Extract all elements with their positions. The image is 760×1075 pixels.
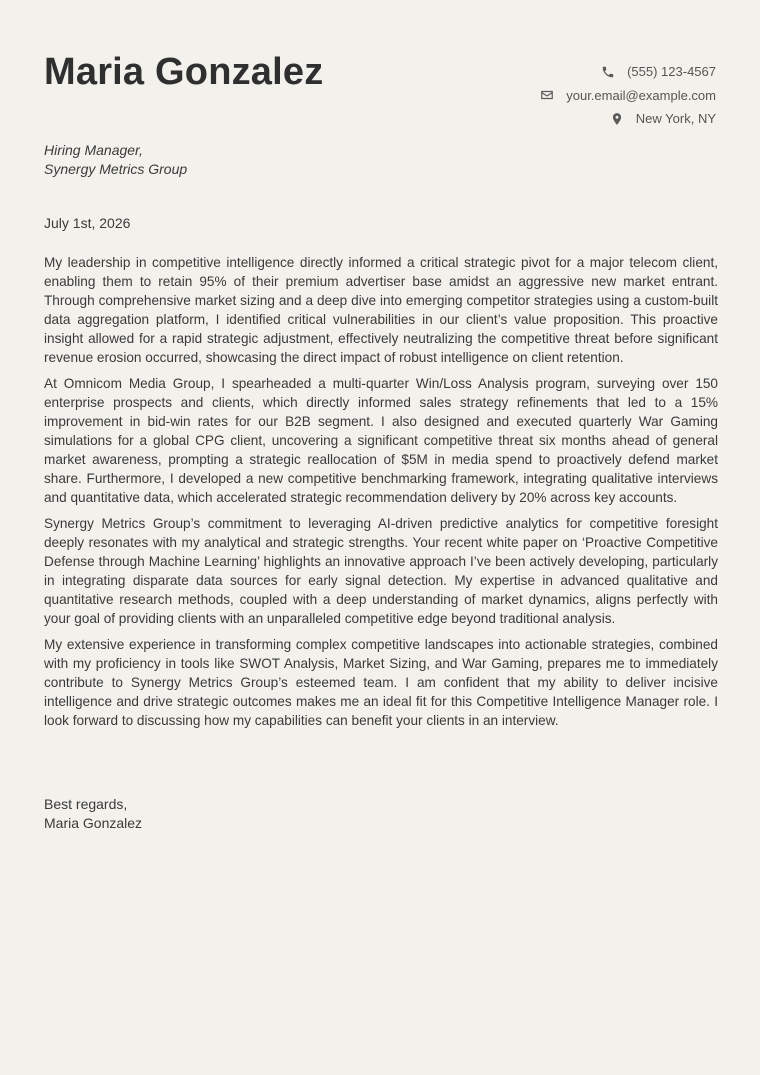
- body-paragraph: My leadership in competitive intelligence directly informed a critical strategic pivot for a major telecom client, enabling them to retain 95% of their premium advertiser base amidst an aggressive new market entrant. Through comprehensive market sizing and a deep dive into emerging competitor strategies using a custom-built data aggregation platform, I identified critical vulnerabilities in our client’s value proposition. This proactive insight allowed for a rapid strategic adjustment, effectively neutralizing the competitive threat before significant revenue erosion occurred, showcasing the direct impact of robust intelligence on client retention.: [44, 255, 718, 365]
- applicant-name: Maria Gonzalez: [44, 51, 324, 93]
- envelope-icon: [540, 88, 554, 102]
- body-paragraph: At Omnicom Media Group, I spearheaded a multi-quarter Win/Loss Analysis program, surveying over 150 enterprise prospects and clients, which directly informed sales strategy refinements that led to a 15% improvement in bid-win rates for our B2B segment. I also designed and executed quarterly War Gaming simulations for a global CPG client, uncovering a significant competitive threat six months ahead of general market awareness, prompting a strategic reallocation of $5M in media spend to proactively defend market share. Furthermore, I developed a new competitive benchmarking framework, integrating qualitative interviews and quantitative data, which accelerated strategic recommendation delivery by 20% across key accounts.: [44, 376, 718, 505]
- signature-name: Maria Gonzalez: [44, 815, 143, 831]
- recipient-company: Synergy Metrics Group: [44, 161, 188, 177]
- contact-email-row: [416, 84, 716, 108]
- contact-phone-row: [416, 60, 716, 84]
- closing-salutation: Best regards,: [44, 796, 128, 812]
- contact-location: New York, NY: [635, 111, 716, 127]
- recipient-block: [44, 141, 187, 179]
- contact-phone: (555) 123-4567: [627, 64, 716, 80]
- letter-date: July 1st, 2026: [44, 215, 131, 231]
- letter-body: [44, 253, 718, 737]
- recipient-title: Hiring Manager,: [44, 142, 143, 158]
- phone-icon: [601, 65, 615, 79]
- map-pin-icon: [610, 112, 624, 126]
- contact-info: [416, 60, 716, 131]
- contact-email[interactable]: your.email@example.com: [566, 87, 716, 103]
- body-paragraph: My extensive experience in transforming complex competitive landscapes into actionable strategies, combined with my proficiency in tools like SWOT Analysis, Market Sizing, and War Gaming, prepares me to immediately contribute to Synergy Metrics Group’s esteemed team. I am confident that my ability to deliver incisive intelligence and drive strategic outcomes makes me an ideal fit for this Competitive Intelligence Manager role. I look forward to discussing how my capabilities can benefit your clients in an interview.: [44, 637, 718, 728]
- contact-location-row: [416, 107, 716, 131]
- body-paragraph: Synergy Metrics Group’s commitment to leveraging AI-driven predictive analytics for competitive foresight deeply resonates with my analytical and strategic strengths. Your recent white paper on ‘Proactive Competitive Defense through Machine Learning’ highlights an innovative approach I’ve been actively developing, particularly in integrating disparate data sources for early signal detection. My expertise in advanced qualitative and quantitative research methods, coupled with a deep understanding of market dynamics, aligns perfectly with your goal of providing clients with an unparalleled competitive edge beyond traditional analysis.: [44, 516, 718, 626]
- closing-block: [44, 795, 142, 833]
